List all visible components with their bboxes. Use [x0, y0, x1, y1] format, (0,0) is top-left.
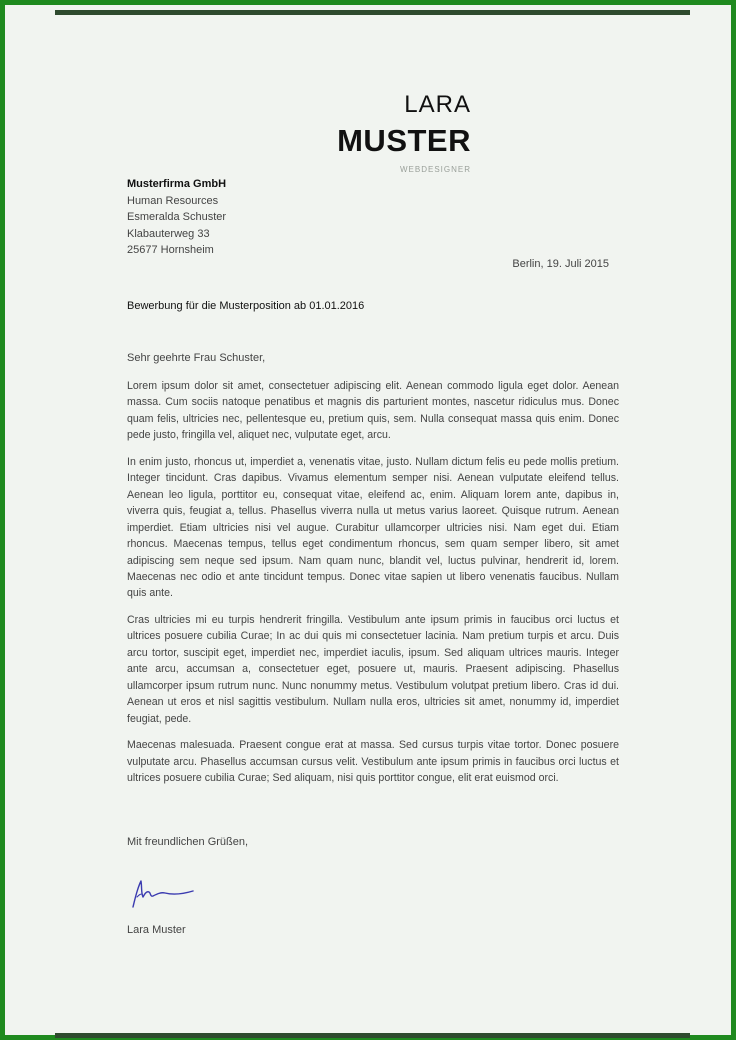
body-paragraph: In enim justo, rhoncus ut, imperdiet a, venenatis vitae, justo. Nullam dictum felis eu pede mollis pretium. Integer tincidunt. Cras dapibus. Vivamus elementum semper nisi. Aenean vulputate eleifend tellus. Aenean leo ligula, porttitor eu, consequat vitae, eleifend ac, enim. Aliquam lorem ante, dapibus in, viverra quis, feugiat a, tellus. Phasellus viverra nulla ut metus varius laoreet. Quisque rutrum. Aenean imperdiet. Etiam ultricies nisi vel augue. Curabitur ullamcorper ultricies nisi. Nam eget dui. Etiam rhoncus. Maecenas tempus, tellus eget condimentum rhoncus, sem quam semper libero, sit amet adipiscing sem neque sed ipsum. Nam quam nunc, blandit vel, luctus pulvinar, hendrerit id, lorem. Maecenas nec odio et ante tincidunt tempus. Donec vitae sapien ut libero venenatis faucibus. Nullam quis ante.: [127, 455, 619, 600]
recipient-street: Klabauterweg 33: [127, 227, 210, 240]
body-paragraph: Maecenas malesuada. Praesent congue erat at massa. Sed cursus turpis vitae tortor. Donec posuere vulputate arcu. Phasellus accumsan cursus velit. Vestibulum ante ipsum primis in faucibus orci luctus et ultrices posuere cubilia Curae; Sed aliquam, nisi quis porttitor congue, elit erat euismod orci.: [127, 739, 619, 784]
recipient-person: Esmeralda Schuster: [127, 211, 227, 224]
bottom-accent-bar: [55, 1033, 690, 1038]
letter-date: Berlin, 19. Juli 2015: [512, 258, 609, 270]
letter-body: [127, 378, 619, 796]
body-paragraph: Lorem ipsum dolor sit amet, consectetuer adipiscing elit. Aenean commodo ligula eget dolor. Aenean massa. Cum sociis natoque penatibus et magnis dis parturient montes, nascetur ridiculus mus. Donec quam felis, ultricies nec, pellentesque eu, pretium quis, sem. Nulla consequat massa quis enim. Donec pede justo, fringilla vel, aliquet nec, vulputate eget, arcu.: [127, 380, 619, 442]
applicant-first-name: LARA: [404, 91, 471, 118]
top-accent-bar: [55, 10, 690, 15]
signer-name: Lara Muster: [127, 924, 186, 936]
recipient-company: Musterfirma GmbH: [127, 178, 227, 190]
letter-closing: Mit freundlichen Grüßen,: [127, 836, 249, 848]
recipient-address: [127, 176, 226, 259]
recipient-city: 25677 Hornsheim: [127, 244, 214, 257]
handwritten-signature: [127, 861, 197, 911]
body-paragraph: Cras ultricies mi eu turpis hendrerit fringilla. Vestibulum ante ipsum primis in faucibus orci luctus et ultrices posuere cubilia Curae; In ac dui quis mi consectetuer lacinia. Nam pretium turpis et arcu. Duis arcu tortor, suscipit eget, imperdiet nec, imperdiet iaculis, ipsum. Sed aliquam ultrices mauris. Integer ante arcu, accumsan a, consectetuer eget, posuere ut, mauris. Praesent adipiscing. Phasellus ullamcorper ipsum rutrum nunc. Nunc nonummy metus. Vestibulum volutpat pretium libero. Cras id dui. Aenean ut eros et nisl sagittis vestibulum. Nullam nulla eros, ultricies sit amet, nonummy id, imperdiet feugiat, pede.: [127, 613, 619, 725]
applicant-role: WEBDESIGNER: [399, 165, 471, 174]
applicant-last-name: MUSTER: [337, 123, 471, 158]
letter-salutation: Sehr geehrte Frau Schuster,: [127, 352, 266, 364]
letter-subject: Bewerbung für die Musterposition ab 01.01.2016: [127, 300, 365, 312]
recipient-department: Human Resources: [127, 194, 219, 207]
